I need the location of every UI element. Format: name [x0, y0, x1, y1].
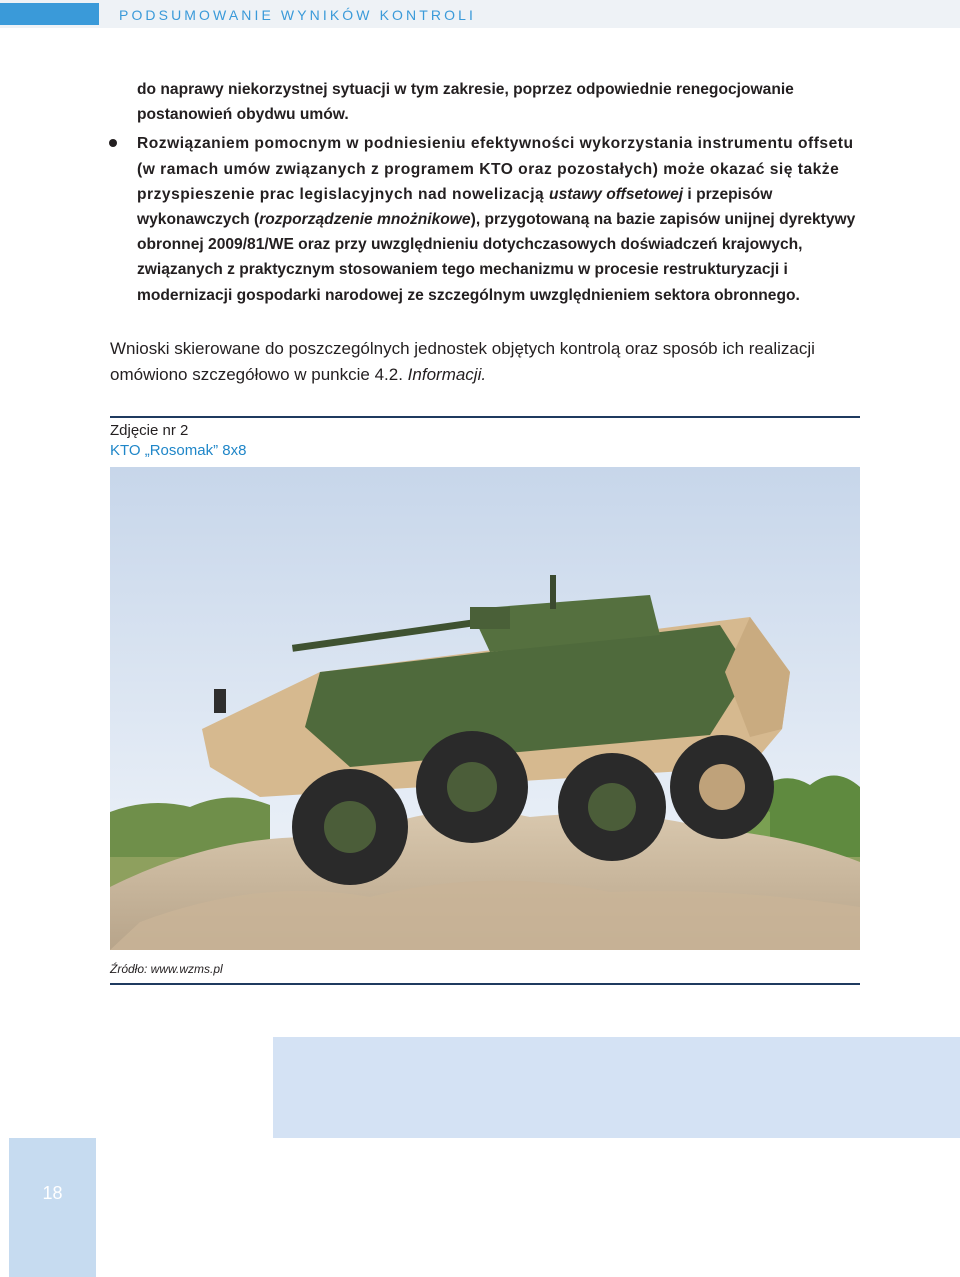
header-accent	[0, 3, 99, 25]
photo-label: Zdjęcie nr 2	[110, 422, 189, 439]
body-text	[137, 77, 861, 308]
vehicle-illustration	[110, 467, 860, 950]
note-box	[273, 1037, 960, 1138]
vehicle-photo	[110, 467, 860, 950]
section-title: PODSUMOWANIE WYNIKÓW KONTROLI	[119, 7, 476, 23]
bullet-text-1: Rozwiązaniem pomocnym w podniesieniu efektywności wykorzystania instrumentu offsetu (w ramach umów związanych z programem KTO oraz pozostałych) może okazać się także przyspieszenie prac legislacyjnych nad nowelizacją	[137, 135, 854, 203]
continuation-paragraph: do naprawy niekorzystnej sytuacji w tym zakresie, poprzez odpowiednie renegocjowanie postanowień obydwu umów.	[137, 81, 794, 124]
photo-caption: KTO „Rosomak” 8x8	[110, 442, 247, 459]
bullet-item	[137, 131, 861, 307]
photo-source: Źródło: www.wzms.pl	[110, 962, 223, 976]
page-number-tab	[9, 1138, 96, 1277]
bullet-dot-icon	[109, 139, 117, 147]
bullet-emphasis-2: rozporządzenie mnożnikowe	[259, 211, 471, 229]
bullet-text-2: i przepisów wykonawczych (	[137, 185, 773, 229]
bullet-text-3: ), przygotowaną na bazie zapisów unijnej dyrektywy obronnej 2009/81/WE oraz przy uwzględnieniu dotychczasowych doświadczeń krajowych, związanych z praktycznym stosowaniem tego mechanizmu w procesie restrukturyzacji i modernizacji gospodarki narodowej ze szczególnym uwzględnieniem sektora obronnego.	[137, 211, 856, 304]
page-number: 18	[42, 1183, 63, 1203]
conclusion-text: Wnioski skierowane do poszczególnych jednostek objętych kontrolą oraz sposób ich realizacji omówiono szczegółowo w punkcie 4.2.	[110, 339, 815, 384]
bullet-emphasis-1: ustawy offsetowej	[549, 185, 684, 203]
photo-rule-top	[110, 416, 860, 418]
conclusion-emphasis: Informacji.	[407, 365, 487, 384]
photo-rule-bottom	[110, 983, 860, 985]
conclusion-paragraph	[110, 336, 862, 388]
